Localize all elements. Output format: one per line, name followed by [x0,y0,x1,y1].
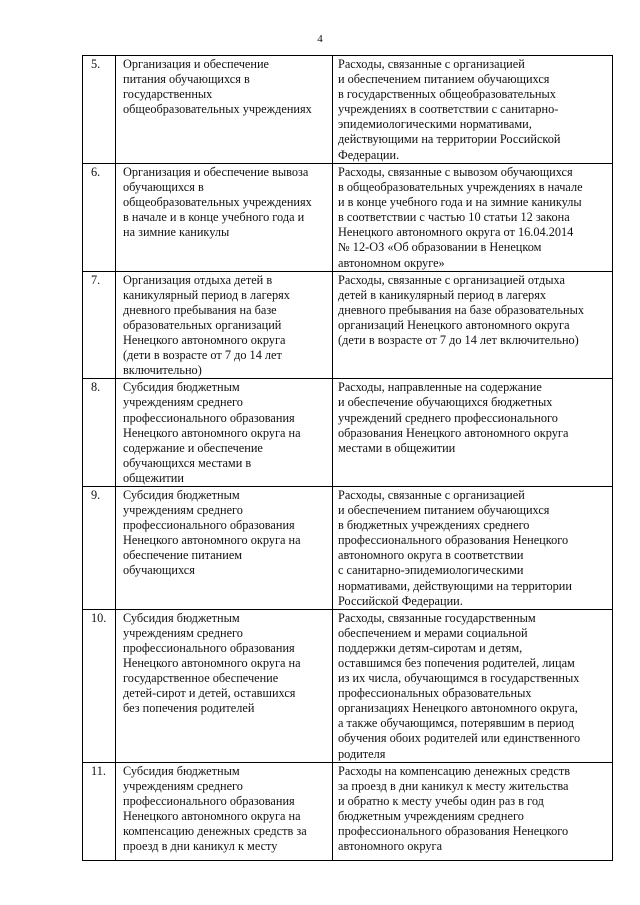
row-number: 10. [83,609,116,762]
table-row [83,486,613,609]
row-number: 8. [83,379,116,487]
table-row [83,609,613,762]
row-number: 9. [83,486,116,609]
expense-table [82,55,613,861]
row-expense-description: Расходы, связанные с вывозом обучающихся в общеобразовательных учреждениях в начале и в конце учебного года и на зимние каникулы в соответствии с частью 10 статьи 12 закона Ненецкого автономного округа от 16.04.2014 № 12-ОЗ «Об образовании в Ненецком автономном округе» [333,164,613,272]
row-number: 11. [83,762,116,860]
row-item-name: Организация и обеспечение питания обучающихся в государственных общеобразовательных учреждениях [116,56,333,164]
row-number: 7. [83,271,116,379]
row-item-name: Субсидия бюджетным учреждениям среднего профессионального образования Ненецкого автономного округа на обеспечение питанием обучающихся [116,486,333,609]
table-row [83,164,613,272]
row-item-name: Организация отдыха детей в каникулярный период в лагерях дневного пребывания на базе образовательных организаций Ненецкого автономного округа (дети в возрасте от 7 до 14 лет включительно) [116,271,333,379]
row-number: 6. [83,164,116,272]
row-item-name: Субсидия бюджетным учреждениям среднего профессионального образования Ненецкого автономного округа на содержание и обеспечение обучающихся местами в общежитии [116,379,333,487]
table-row [83,762,613,860]
row-expense-description: Расходы, связанные с организацией отдыха детей в каникулярный период в лагерях дневного пребывания на базе образовательных организаций Ненецкого автономного округа (дети в возрасте от 7 до 14 лет включительно) [333,271,613,379]
row-item-name: Субсидия бюджетным учреждениям среднего профессионального образования Ненецкого автономного округа на государственное обеспечение детей-сирот и детей, оставшихся без попечения родителей [116,609,333,762]
row-expense-description: Расходы на компенсацию денежных средств за проезд в дни каникул к месту жительства и обратно к месту учебы один раз в год бюджетным учреждениям среднего профессионального образования Ненецкого автономного округа [333,762,613,860]
row-expense-description: Расходы, связанные с организацией и обеспечением питанием обучающихся в бюджетных учреждениях среднего профессионального образования Ненецкого автономного округа в соответствии с санитарно-эпидемиологическими нормативами, действующими на территории Российской Федерации. [333,486,613,609]
row-expense-description: Расходы, связанные с организацией и обеспечением питанием обучающихся в государственных общеобразовательных учреждениях в соответствии с санитарно- эпидемиологическими нормативами, действующими на территории Российской Федерации. [333,56,613,164]
row-number: 5. [83,56,116,164]
row-expense-description: Расходы, направленные на содержание и обеспечение обучающихся бюджетных учреждений среднего профессионального образования Ненецкого автономного округа местами в общежитии [333,379,613,487]
table-row [83,56,613,164]
page-number: 4 [317,33,323,45]
row-item-name: Субсидия бюджетным учреждениям среднего профессионального образования Ненецкого автономного округа на компенсацию денежных средств за проезд в дни каникул к месту [116,762,333,860]
table-row [83,379,613,487]
table-row [83,271,613,379]
row-expense-description: Расходы, связанные государственным обеспечением и мерами социальной поддержки детям-сиротам и детям, оставшимся без попечения родителей, лицам из их числа, обучающимся в государственных профессиональных образовательных организациях Ненецкого автономного округа, а также обучающимся, потерявшим в период обучения обоих родителей или единственного родителя [333,609,613,762]
row-item-name: Организация и обеспечение вывоза обучающихся в общеобразовательных учреждениях в начале и в конце учебного года и на зимние каникулы [116,164,333,272]
